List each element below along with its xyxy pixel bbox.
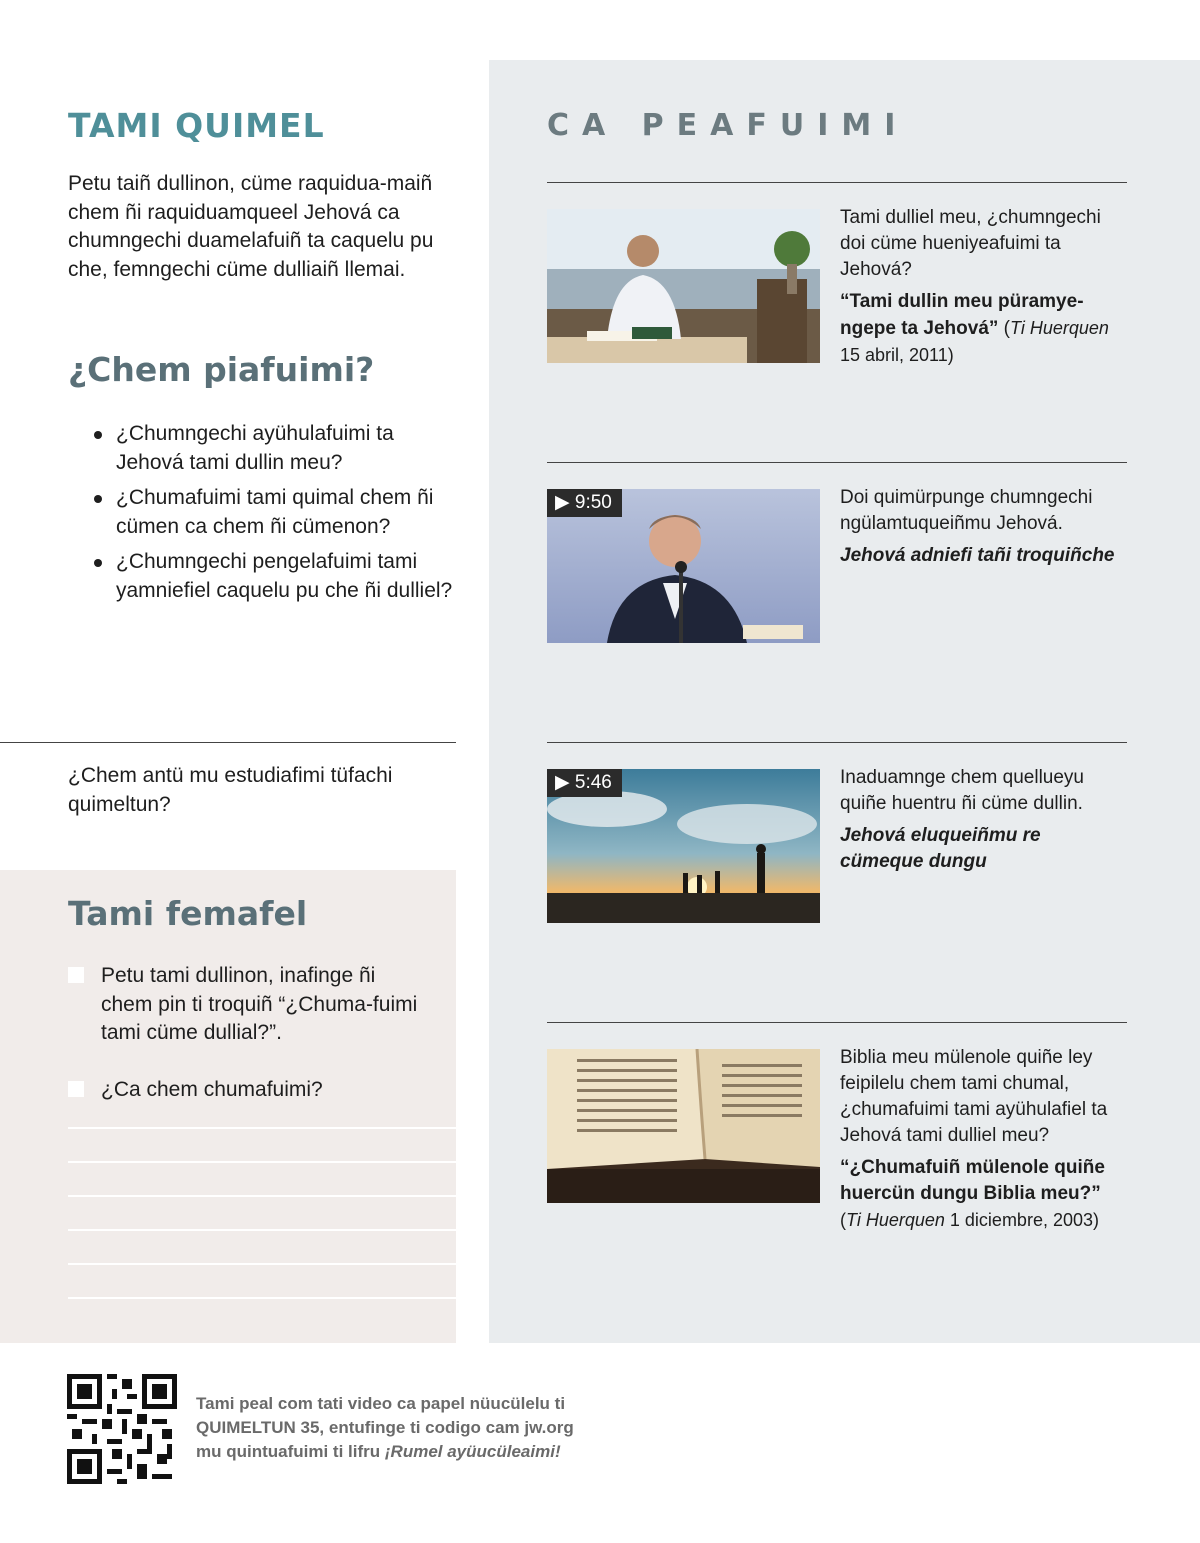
goal-item bbox=[68, 1076, 428, 1105]
video-duration-badge: ▶ 5:46 bbox=[547, 769, 622, 797]
goal-checkbox[interactable] bbox=[68, 967, 84, 983]
video-title-link[interactable]: Jehová eluqueiñmu re cümeque dungu bbox=[840, 825, 1041, 872]
publication-reference: (Ti Huerquen 1 diciembre, 2003) bbox=[840, 1210, 1099, 1230]
item-description: Inaduamnge chem quellueyu quiñe huentru ñi cüme dullin. bbox=[840, 767, 1085, 814]
publication-name: Ti Huerquen bbox=[1010, 318, 1109, 338]
explore-item-text bbox=[840, 485, 1125, 569]
publication-date: 15 abril, 2011) bbox=[840, 345, 954, 365]
explore-item-text bbox=[840, 205, 1125, 368]
explore-item-text bbox=[840, 765, 1125, 875]
book-title: ¡Rumel ayüucüleaimi! bbox=[384, 1442, 561, 1461]
study-date-question: ¿Chem antü mu estudiafimi tüfachi quimeltun? bbox=[68, 764, 393, 816]
review-question: ¿Chumngechi pengelafuimi tami yamniefiel caquelu pu che ñi dulliel? bbox=[92, 548, 462, 605]
explore-item-text bbox=[840, 1045, 1125, 1233]
article-reference[interactable]: “¿Chumafuiñ mülenole quiñe huercün dungu Biblia meu?” bbox=[840, 1157, 1105, 1204]
goal-checkbox[interactable] bbox=[68, 1081, 84, 1097]
thumbnail-open-bible[interactable] bbox=[547, 1049, 820, 1203]
divider bbox=[547, 182, 1127, 183]
review-heading: ¿Chem piafuimi? bbox=[68, 350, 375, 389]
summary-text: Petu taiñ dullinon, cüme raquidua-maiñ chem ñi raquiduamqueel Jehová ca chumngechi duamelafuiñ ta caquelu pu che, femngechi cüme dulliaiñ llemai. bbox=[68, 172, 434, 281]
item-description: Doi quimürpunge chumngechi ngülamtuqueiñmu Jehová. bbox=[840, 487, 1093, 534]
write-line[interactable] bbox=[68, 1161, 456, 1163]
divider bbox=[547, 742, 1127, 743]
goal-text: Petu tami dullinon, inafinge ñi chem pin ti troquiñ “¿Chuma-fuimi tami cüme dullial?”. bbox=[101, 964, 418, 1044]
write-line[interactable] bbox=[68, 1297, 456, 1299]
divider bbox=[0, 742, 456, 743]
thumbnail-man-studying[interactable] bbox=[547, 209, 820, 363]
write-line[interactable] bbox=[68, 1263, 456, 1265]
article-reference[interactable]: “Tami dullin meu püramye-ngepe ta Jehová” (Ti Huerquen bbox=[840, 291, 1109, 339]
review-question: ¿Chumafuimi tami quimal chem ñi cümen ca chem ñi cümenon? bbox=[92, 484, 462, 541]
bullet-icon bbox=[94, 495, 102, 503]
item-description: Tami dulliel meu, ¿chumngechi doi cüme hueniyeafuimi ta Jehová? bbox=[840, 207, 1101, 280]
goal-item bbox=[68, 962, 428, 1048]
item-description: Biblia meu mülenole quiñe ley feipilelu chem tami chumal, ¿chumafuimi tami ayühulafiel ta Jehová tami dulliel meu? bbox=[840, 1047, 1108, 1146]
goals-title: Tami femafel bbox=[68, 894, 308, 933]
footer-text: Tami peal com tati video ca papel nüucülelu ti QUIMELTUN 35, entufinge ti codigo cam jw.org mu quintuafuimi ti lifru ¡Rumel ayüucüleaimi! bbox=[196, 1394, 574, 1461]
write-line[interactable] bbox=[68, 1229, 456, 1231]
thumbnail-sunset-video[interactable] bbox=[547, 769, 820, 923]
goals-section bbox=[0, 870, 456, 1343]
divider bbox=[547, 1022, 1127, 1023]
explore-title: CA PEAFUIMI bbox=[547, 108, 909, 143]
summary-title: TAMI QUIMEL bbox=[68, 106, 325, 145]
qr-code-icon[interactable] bbox=[67, 1374, 177, 1484]
thumbnail-speaker-video[interactable] bbox=[547, 489, 820, 643]
video-title-link[interactable]: Jehová adniefi tañi troquiñche bbox=[840, 545, 1115, 566]
video-duration-badge: ▶ 9:50 bbox=[547, 489, 622, 517]
divider bbox=[547, 462, 1127, 463]
bullet-icon bbox=[94, 559, 102, 567]
review-question-list bbox=[92, 420, 462, 612]
bullet-icon bbox=[94, 431, 102, 439]
publication-name: Ti Huerquen bbox=[846, 1210, 945, 1230]
write-line[interactable] bbox=[68, 1195, 456, 1197]
write-line[interactable] bbox=[68, 1127, 456, 1129]
goal-text: ¿Ca chem chumafuimi? bbox=[101, 1078, 323, 1101]
review-question: ¿Chumngechi ayühulafuimi ta Jehová tami dullin meu? bbox=[92, 420, 462, 477]
